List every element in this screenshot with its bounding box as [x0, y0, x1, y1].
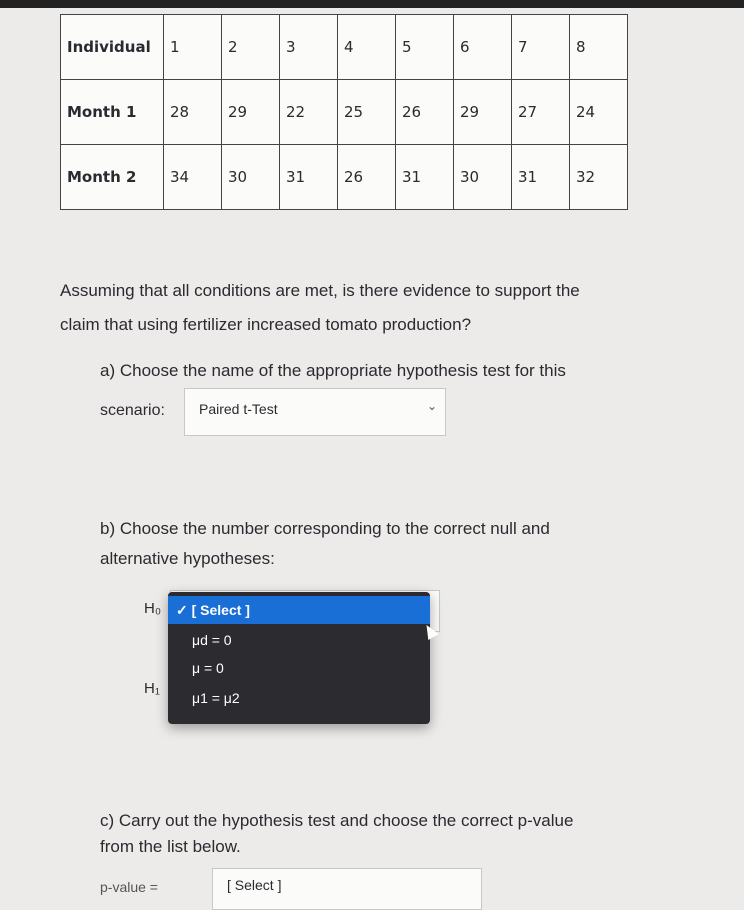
table-cell: 32: [570, 145, 628, 210]
table-cell: Month 1: [61, 80, 164, 145]
part-b-text-2: alternative hypotheses:: [100, 549, 275, 568]
table-cell: 29: [222, 80, 280, 145]
table-row: [61, 145, 628, 210]
h0-label: H₀: [144, 600, 162, 617]
chevron-down-icon: ⌄: [426, 399, 437, 413]
table-cell: 34: [164, 145, 222, 210]
p-value-label: p-value =: [100, 879, 158, 895]
question-line-1: Assuming that all conditions are met, is there evidence to support the: [60, 281, 580, 300]
part-c-text-1: c) Carry out the hypothesis test and choose the correct p-value: [100, 811, 574, 830]
table-cell: 3: [280, 15, 338, 80]
part-a-text: a) Choose the name of the appropriate hypothesis test for this: [100, 361, 566, 380]
table-cell: 6: [454, 15, 512, 80]
table-header-row: [61, 15, 628, 80]
table-cell: 24: [570, 80, 628, 145]
table-cell: 28: [164, 80, 222, 145]
dropdown-option-mud[interactable]: [168, 626, 430, 654]
table-cell: 26: [396, 80, 454, 145]
option-label: ✓ [ Select ]: [176, 602, 250, 618]
part-a-label: scenario:: [100, 402, 165, 419]
question-line-2: claim that using fertilizer increased tomato production?: [60, 315, 472, 334]
table-cell: 30: [454, 145, 512, 210]
table-cell: 5: [396, 15, 454, 80]
table-cell: 2: [222, 15, 280, 80]
option-label: μ = 0: [192, 660, 224, 676]
table-cell: Individual: [61, 15, 164, 80]
table-cell: 7: [512, 15, 570, 80]
table-row: [61, 80, 628, 145]
table-cell: 27: [512, 80, 570, 145]
p-value-selected: [ Select ]: [227, 877, 282, 893]
table-cell: 29: [454, 80, 512, 145]
table-cell: 4: [338, 15, 396, 80]
table-cell: 26: [338, 145, 396, 210]
h1-label: H₁: [144, 680, 160, 697]
dropdown-option-select[interactable]: [168, 596, 430, 624]
part-c-text-2: from the list below.: [100, 837, 241, 856]
table-cell: Month 2: [61, 145, 164, 210]
p-value-select[interactable]: [212, 868, 482, 910]
data-table: [60, 14, 628, 210]
table-cell: 31: [396, 145, 454, 210]
table-cell: 1: [164, 15, 222, 80]
test-type-value: Paired t-Test: [199, 401, 278, 417]
table-cell: 31: [512, 145, 570, 210]
table-cell: 22: [280, 80, 338, 145]
option-label: μd = 0: [192, 632, 232, 648]
option-label: μ1 = μ2: [192, 690, 240, 706]
top-bar: [0, 0, 744, 8]
dropdown-option-mu1-mu2[interactable]: [168, 684, 430, 712]
table-cell: 8: [570, 15, 628, 80]
table-cell: 30: [222, 145, 280, 210]
dropdown-option-mu[interactable]: [168, 654, 430, 682]
table-cell: 25: [338, 80, 396, 145]
part-b-text-1: b) Choose the number corresponding to the correct null and: [100, 519, 550, 538]
test-type-select[interactable]: [184, 388, 446, 436]
hypothesis-dropdown[interactable]: [168, 592, 430, 724]
table-cell: 31: [280, 145, 338, 210]
